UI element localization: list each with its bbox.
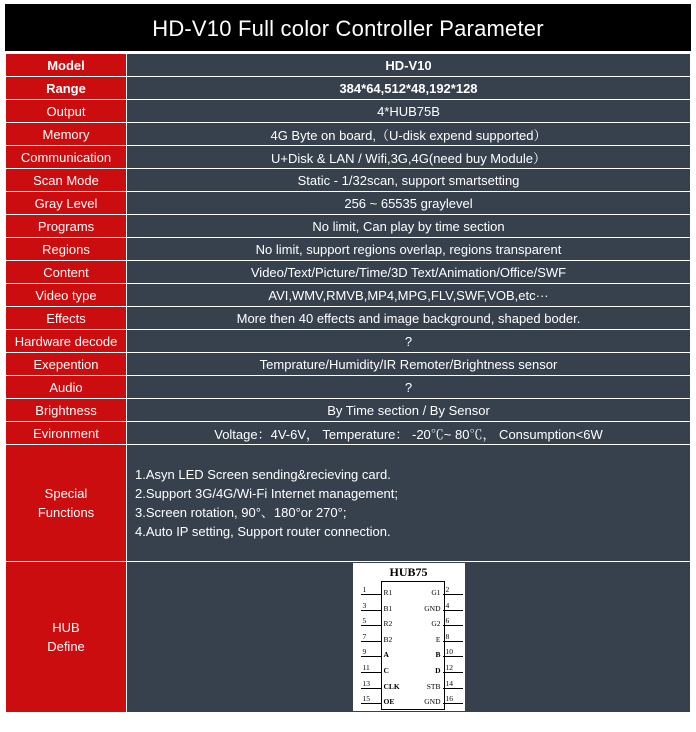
pin-name: C bbox=[383, 666, 389, 675]
row-value: More then 40 effects and image background, shaped boder. bbox=[127, 307, 691, 330]
pin-name: STB bbox=[426, 681, 441, 691]
table-row bbox=[6, 330, 691, 353]
pin-number: 15 bbox=[362, 694, 370, 704]
pin-number: 9 bbox=[362, 647, 367, 657]
table-row bbox=[6, 261, 691, 284]
row-label: Content bbox=[6, 261, 127, 284]
row-label: Effects bbox=[6, 307, 127, 330]
row-label: Gray Level bbox=[6, 192, 127, 215]
pin-number: 12 bbox=[445, 663, 453, 672]
pin-lead bbox=[443, 703, 463, 704]
row-label: Communication bbox=[6, 146, 127, 169]
pin-lead bbox=[443, 625, 463, 626]
row-value: No limit, support regions overlap, regions transparent bbox=[127, 238, 691, 261]
pin-lead bbox=[361, 703, 381, 704]
row-value: AVI,WMV,RMVB,MP4,MPG,FLV,SWF,VOB,etc··· bbox=[127, 284, 691, 307]
row-value: Voltage：4V-6V， Temperature： -20℃~ 80℃， Consumption<6W bbox=[127, 422, 691, 445]
pin-lead bbox=[361, 610, 381, 611]
table-row bbox=[6, 215, 691, 238]
row-label: Hardware decode bbox=[6, 330, 127, 353]
pin-number: 2 bbox=[445, 585, 450, 594]
pin-lead bbox=[361, 688, 381, 689]
table-row bbox=[6, 353, 691, 376]
pin-name: OE bbox=[383, 697, 395, 707]
pin-number: 6 bbox=[445, 616, 450, 626]
row-value: 4G Byte on board,（U-disk expend supported） bbox=[127, 123, 691, 146]
row-label: Video type bbox=[6, 284, 127, 307]
list-item: 3.Screen rotation, 90°、180°or 270°; bbox=[135, 505, 347, 520]
special-label-line: Special bbox=[44, 486, 88, 501]
table-row bbox=[6, 54, 691, 77]
row-label: Brightness bbox=[6, 399, 127, 422]
special-label-line: Functions bbox=[37, 505, 95, 520]
special-functions-list bbox=[127, 445, 691, 562]
pin-lead bbox=[443, 641, 463, 642]
table-row bbox=[6, 100, 691, 123]
hub-define-row bbox=[6, 562, 691, 713]
hub-diagram-cell bbox=[127, 562, 691, 713]
pin-number: 5 bbox=[362, 616, 367, 626]
pin-number: 16 bbox=[445, 694, 453, 704]
pin-lead bbox=[361, 641, 381, 642]
pin-name: G2 bbox=[431, 619, 441, 629]
pin-lead bbox=[361, 672, 381, 673]
table-row bbox=[6, 238, 691, 261]
pin-lead bbox=[443, 594, 463, 595]
hub-label-line: HUB bbox=[52, 620, 80, 635]
row-label: Regions bbox=[6, 238, 127, 261]
pin-number: 10 bbox=[445, 647, 453, 657]
pin-name: R1 bbox=[383, 588, 393, 597]
pin-number: 1 bbox=[362, 585, 367, 594]
pin-lead bbox=[443, 656, 463, 657]
pin-lead bbox=[443, 688, 463, 689]
row-label: Scan Mode bbox=[6, 169, 127, 192]
row-value: ? bbox=[127, 330, 691, 353]
pin-name: D bbox=[435, 666, 441, 675]
hub-define-label bbox=[6, 562, 127, 713]
row-value: No limit, Can play by time section bbox=[127, 215, 691, 238]
pin-lead bbox=[361, 656, 381, 657]
pin-lead bbox=[361, 594, 381, 595]
row-value: 4*HUB75B bbox=[127, 100, 691, 123]
parameter-table bbox=[5, 53, 691, 713]
row-value: ? bbox=[127, 376, 691, 399]
pin-number: 14 bbox=[445, 678, 453, 688]
pin-number: 8 bbox=[445, 631, 450, 641]
row-value: 384*64,512*48,192*128 bbox=[127, 77, 691, 100]
hub-label-line: Define bbox=[47, 639, 85, 654]
table-row bbox=[6, 307, 691, 330]
pin-name: GND bbox=[424, 697, 441, 707]
list-item: 4.Auto IP setting, Support router connection. bbox=[135, 524, 391, 539]
pin-name: CLK bbox=[383, 681, 400, 691]
hub-connector-outline bbox=[381, 581, 445, 710]
pin-lead bbox=[443, 672, 463, 673]
row-value: Static - 1/32scan, support smartsetting bbox=[127, 169, 691, 192]
pin-number: 11 bbox=[362, 663, 370, 672]
page-title: HD-V10 Full color Controller Parameter bbox=[5, 4, 691, 51]
table-row bbox=[6, 284, 691, 307]
pin-number: 4 bbox=[445, 600, 450, 610]
row-value: By Time section / By Sensor bbox=[127, 399, 691, 422]
row-label: Programs bbox=[6, 215, 127, 238]
list-item: 2.Support 3G/4G/Wi-Fi Internet management; bbox=[135, 486, 399, 501]
row-label: Memory bbox=[6, 123, 127, 146]
table-row bbox=[6, 422, 691, 445]
pin-number: 13 bbox=[362, 678, 370, 688]
row-value: Video/Text/Picture/Time/3D Text/Animation/Office/SWF bbox=[127, 261, 691, 284]
row-value: Temprature/Humidity/IR Remoter/Brightness sensor bbox=[127, 353, 691, 376]
pin-name: E bbox=[435, 634, 441, 644]
hub-diagram-title: HUB75 bbox=[389, 565, 428, 579]
row-label: Audio bbox=[6, 376, 127, 399]
pin-number: 7 bbox=[362, 631, 367, 641]
row-label: Exepention bbox=[6, 353, 127, 376]
row-label: Evironment bbox=[6, 422, 127, 445]
table-row bbox=[6, 192, 691, 215]
row-value: 256 ~ 65535 graylevel bbox=[127, 192, 691, 215]
table-row bbox=[6, 123, 691, 146]
table-row bbox=[6, 376, 691, 399]
row-value: HD-V10 bbox=[127, 54, 691, 77]
table-row bbox=[6, 146, 691, 169]
table-row bbox=[6, 77, 691, 100]
table-row bbox=[6, 169, 691, 192]
hub75-pinout-diagram bbox=[353, 563, 465, 711]
special-functions-label bbox=[6, 445, 127, 562]
pin-name: B1 bbox=[383, 603, 393, 613]
pin-lead bbox=[361, 625, 381, 626]
pin-name: G1 bbox=[431, 588, 441, 597]
pin-name: GND bbox=[424, 603, 441, 613]
table-row bbox=[6, 399, 691, 422]
pin-name: R2 bbox=[383, 619, 393, 629]
row-value: U+Disk & LAN / Wifi,3G,4G(need buy Module） bbox=[127, 146, 691, 169]
pin-name: A bbox=[383, 650, 389, 660]
special-functions-row bbox=[6, 445, 691, 562]
pin-number: 3 bbox=[362, 600, 367, 610]
list-item: 1.Asyn LED Screen sending&recieving card. bbox=[135, 467, 391, 482]
row-label: Range bbox=[6, 77, 127, 100]
pin-lead bbox=[443, 610, 463, 611]
pin-name: B bbox=[435, 650, 441, 660]
pin-name: B2 bbox=[383, 634, 393, 644]
row-label: Output bbox=[6, 100, 127, 123]
row-label: Model bbox=[6, 54, 127, 77]
parameter-sheet bbox=[5, 4, 691, 728]
